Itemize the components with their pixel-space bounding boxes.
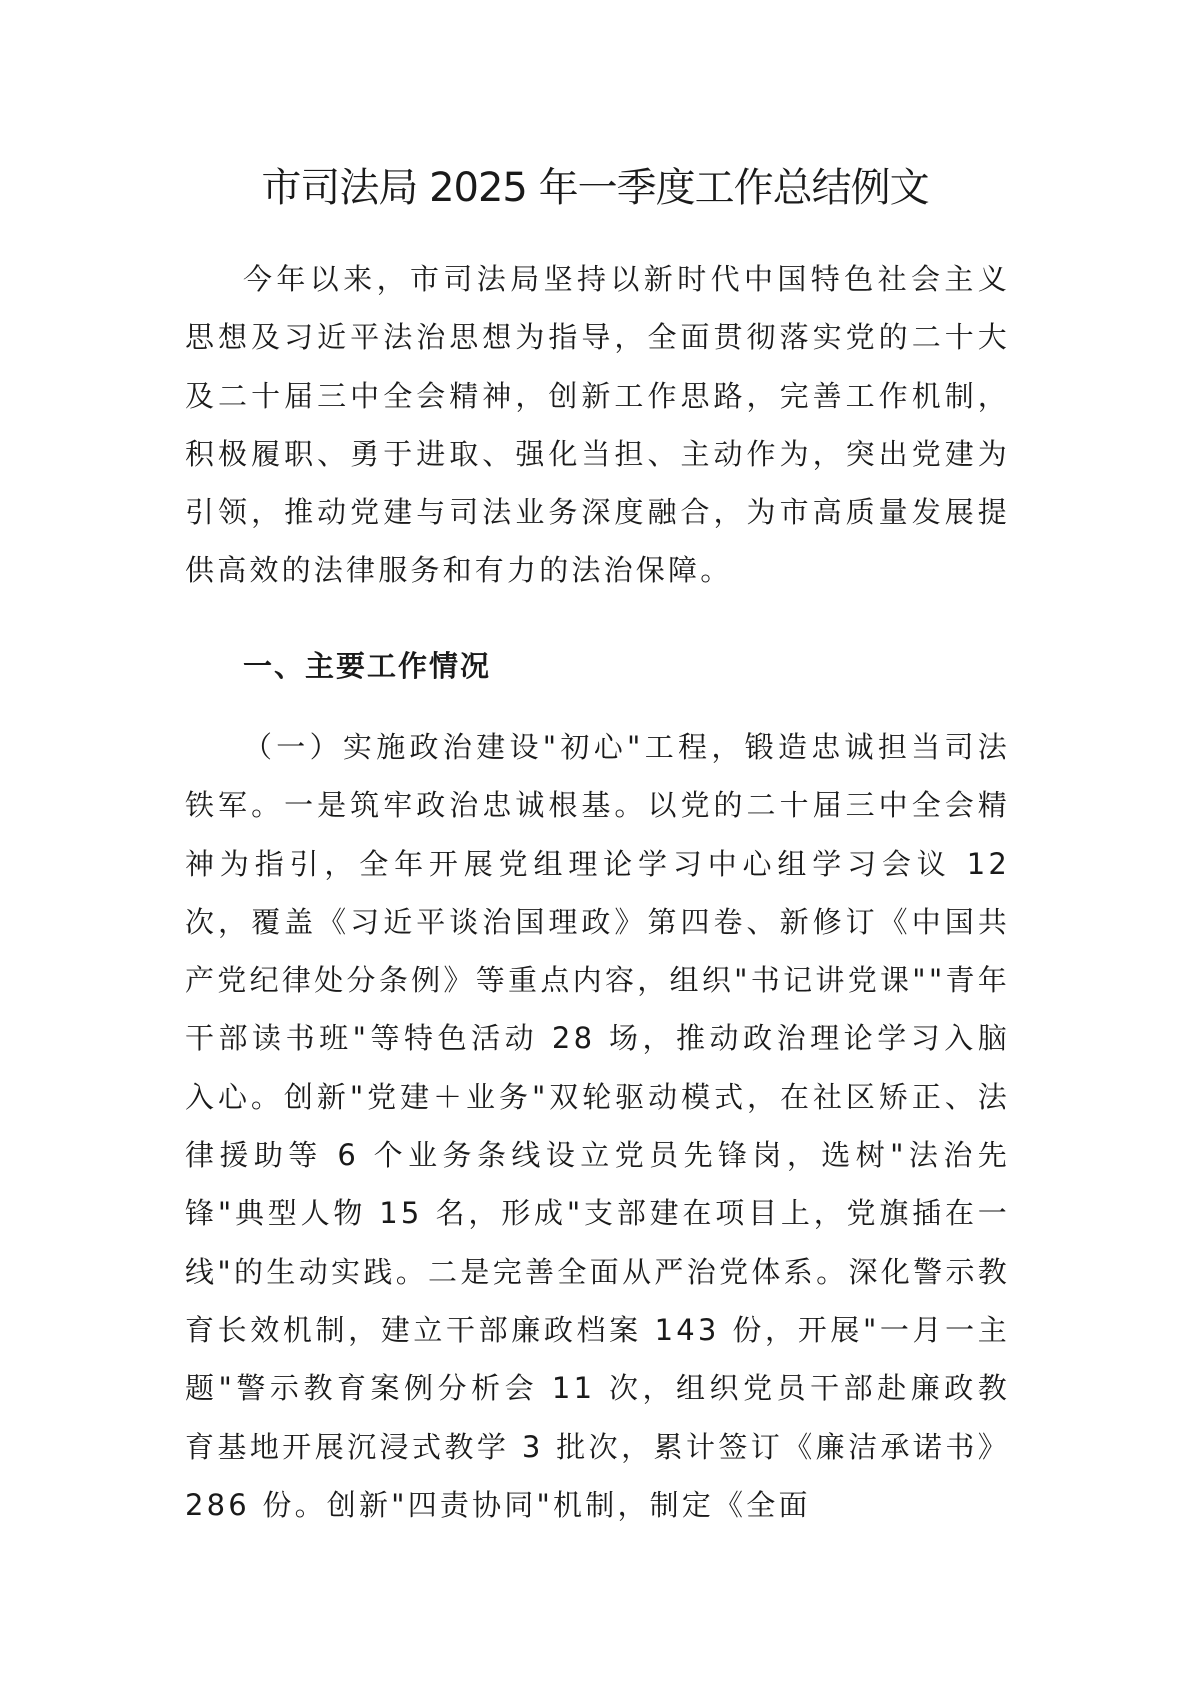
document-title: 市司法局 2025 年一季度工作总结例文: [261, 165, 929, 211]
section-paragraph: （一）实施政治建设"初心"工程，锻造忠诚担当司法铁军。一是筑牢政治忠诚根基。以党的二十届三中全会精神为指引，全年开展党组理论学习中心组学习会议 12 次，覆盖《习近平谈治国理政》第四卷、新修订《中国共产党纪律处分条例》等重点内容，组织"书记讲党课""青年干部读书班"等特色活动 28 场，推动政治理论学习入脑入心。创新"党建＋业务"双轮驱动模式，在社区矫正、法律援助等 6 个业务条线设立党员先锋岗，选树"法治先锋"典型人物 15 名，形成"支部建在项目上，党旗插在一线"的生动实践。二是完善全面从严治党体系。深化警示教育长效机制，建立干部廉政档案 143 份，开展"一月一主题"警示教育案例分析会 11 次，组织党员干部赴廉政教育基地开展沉浸式教学 3 批次，累计签订《廉洁承诺书》286 份。创新"四责协同"机制，制定《全面: [185, 730, 1010, 1522]
intro-paragraph: 今年以来，市司法局坚持以新时代中国特色社会主义思想及习近平法治思想为指导，全面贯彻落实党的二十大及二十届三中全会精神，创新工作思路，完善工作机制，积极履职、勇于进取、强化当担、主动作为，突出党建为引领，推动党建与司法业务深度融合，为市高质量发展提供高效的法律服务和有力的法治保障。: [185, 262, 1010, 588]
section-heading: 一、主要工作情况: [243, 649, 492, 683]
